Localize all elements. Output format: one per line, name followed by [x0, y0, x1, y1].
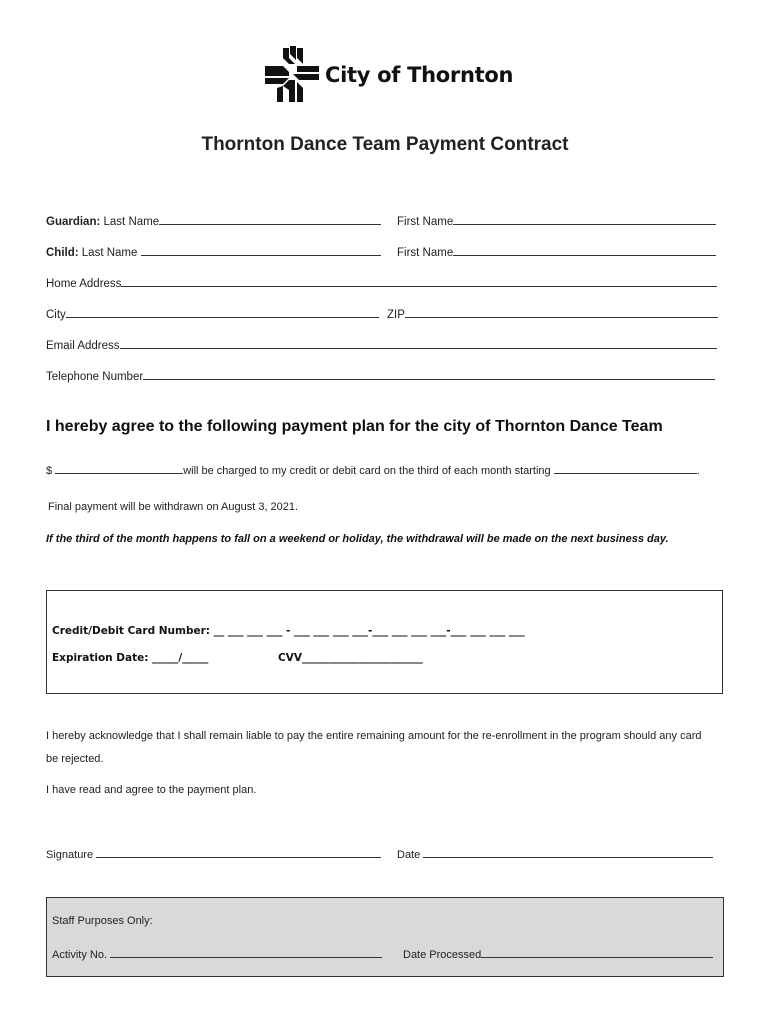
- child-prefix: Child:: [46, 247, 79, 259]
- start-date-line[interactable]: [554, 462, 697, 474]
- logo-text: City of Thornton: [325, 63, 514, 87]
- city-field[interactable]: [46, 306, 379, 321]
- email-field[interactable]: [46, 337, 717, 352]
- zip-field[interactable]: [387, 306, 718, 321]
- date-field[interactable]: [397, 846, 713, 861]
- date-processed-label: Date Processed: [403, 949, 482, 961]
- card-number-label: Credit/Debit Card Number:: [52, 625, 210, 637]
- staff-heading: Staff Purposes Only:: [52, 915, 153, 927]
- date-processed-line[interactable]: [481, 946, 713, 958]
- city-label: City: [46, 309, 66, 321]
- telephone-line[interactable]: [143, 368, 715, 380]
- child-last-name-line[interactable]: [141, 244, 381, 256]
- guardian-last-name-line[interactable]: [159, 213, 381, 225]
- acknowledge-line-2: be rejected.: [46, 753, 104, 765]
- payment-amount-field[interactable]: [46, 462, 700, 477]
- acknowledge-line-1: I hereby acknowledge that I shall remain liable to pay the entire remaining amount for the re-enrollment in the program should any card: [46, 730, 702, 742]
- weekend-note: If the third of the month happens to fall on a weekend or holiday, the withdrawal will be made on the next business day.: [46, 533, 669, 545]
- expiration-label: Expiration Date:: [52, 652, 149, 664]
- payment-amount-line[interactable]: [55, 462, 183, 474]
- guardian-prefix: Guardian:: [46, 216, 101, 228]
- staff-purposes-box: [46, 897, 724, 977]
- date-label: Date: [397, 849, 421, 861]
- child-last-name-field[interactable]: [46, 244, 381, 259]
- city-of-thornton-logo-icon: [263, 44, 323, 106]
- city-logo: [263, 44, 513, 106]
- date-line[interactable]: [423, 846, 713, 858]
- guardian-first-name-field[interactable]: [397, 213, 716, 228]
- cvv-blanks[interactable]: _______________________: [301, 652, 423, 664]
- child-first-name-line[interactable]: [453, 244, 716, 256]
- charge-text: will be charged to my credit or debit card on the third of each month starting: [183, 465, 551, 477]
- agreement-heading: I hereby agree to the following payment plan for the city of Thornton Dance Team: [46, 418, 663, 435]
- activity-number-line[interactable]: [110, 946, 382, 958]
- child-first-name-label: First Name: [397, 247, 454, 259]
- cvv-label: CVV: [278, 652, 302, 664]
- dollar-sign: $: [46, 465, 53, 477]
- expiration-field[interactable]: [52, 652, 208, 664]
- signature-field[interactable]: [46, 846, 381, 861]
- signature-label: Signature: [46, 849, 94, 861]
- card-number-field[interactable]: [52, 625, 525, 637]
- home-address-field[interactable]: [46, 275, 717, 290]
- guardian-first-name-line[interactable]: [453, 213, 716, 225]
- date-processed-field[interactable]: [403, 946, 713, 961]
- home-address-line[interactable]: [121, 275, 717, 287]
- email-line[interactable]: [120, 337, 717, 349]
- child-last-name-label: Last Name: [81, 247, 138, 259]
- email-label: Email Address: [46, 340, 120, 352]
- expiration-blanks[interactable]: _____/_____: [152, 652, 209, 664]
- telephone-label: Telephone Number: [46, 371, 144, 383]
- guardian-first-name-label: First Name: [397, 216, 454, 228]
- activity-number-label: Activity No.: [52, 949, 108, 961]
- card-info-box: [46, 590, 723, 694]
- cvv-field[interactable]: [278, 652, 423, 664]
- zip-line[interactable]: [405, 306, 718, 318]
- charge-period: .: [696, 465, 700, 477]
- activity-number-field[interactable]: [52, 946, 382, 961]
- child-first-name-field[interactable]: [397, 244, 716, 259]
- page-title: Thornton Dance Team Payment Contract: [201, 134, 569, 155]
- zip-label: ZIP: [387, 309, 405, 321]
- telephone-field[interactable]: [46, 368, 715, 383]
- guardian-last-name-field[interactable]: [46, 213, 381, 228]
- guardian-last-name-label: Last Name: [103, 216, 160, 228]
- agree-text: I have read and agree to the payment plan.: [46, 784, 257, 796]
- home-address-label: Home Address: [46, 278, 122, 290]
- final-payment-text: Final payment will be withdrawn on August 3, 2021.: [48, 501, 299, 513]
- signature-line[interactable]: [96, 846, 381, 858]
- card-number-blanks[interactable]: __ ___ ___ ___ - ___ ___ ___ ___-___ ___ ___ ___-___ ___ ___ ___: [213, 625, 525, 637]
- city-line[interactable]: [66, 306, 379, 318]
